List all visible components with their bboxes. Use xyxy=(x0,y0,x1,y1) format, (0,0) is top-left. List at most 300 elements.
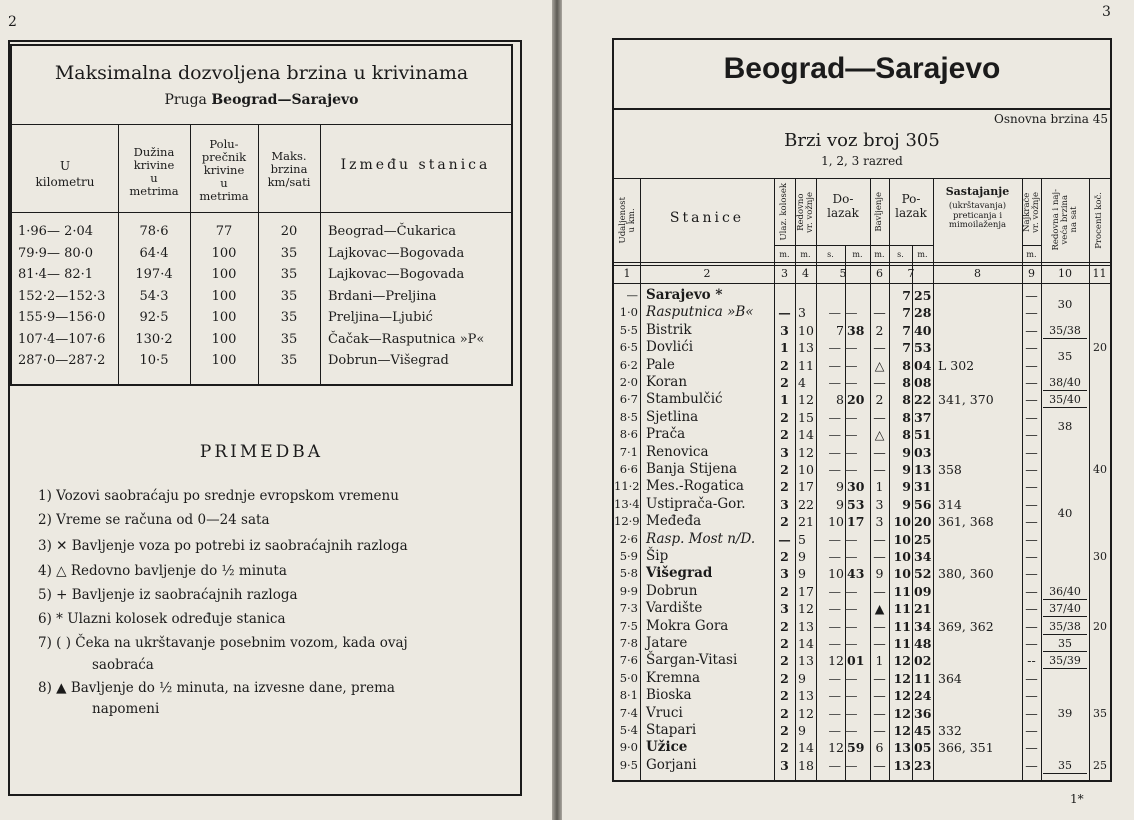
row-distance: 7·6 xyxy=(619,653,638,668)
row-meeting: 358 xyxy=(938,462,962,477)
row-dep-h: 9 xyxy=(902,496,911,512)
row-meeting: 332 xyxy=(938,723,962,738)
row-distance: 7·3 xyxy=(619,601,638,616)
row-dep-m: 36 xyxy=(914,705,932,721)
row-arr-h: 7 xyxy=(836,322,844,338)
note-line: 3) ✕ Bavljenje voza po potrebi iz saobraćajnih razloga xyxy=(38,538,408,554)
row-track: 3 xyxy=(780,757,789,773)
row-run: 10 xyxy=(798,462,814,477)
curve-length: 78·6 xyxy=(139,224,169,239)
row-min-run: — xyxy=(1025,392,1038,408)
header-unit: m. xyxy=(779,250,790,259)
row-station: Dovlići xyxy=(646,339,694,356)
row-stay: 6 xyxy=(875,740,884,756)
row-arr-dash: — — xyxy=(828,340,858,356)
row-distance: 7·8 xyxy=(619,636,638,650)
row-min-run: — xyxy=(1025,636,1038,651)
col-sep-end xyxy=(1110,178,1111,780)
row-track: 2 xyxy=(780,357,789,373)
row-run: 9 xyxy=(798,723,806,738)
row-run: 12 xyxy=(798,705,814,721)
header-distance-box xyxy=(615,180,640,260)
row-arr-dash: — — xyxy=(828,618,858,634)
row-distance: 9·0 xyxy=(619,740,638,755)
row-run: 11 xyxy=(798,357,814,373)
row-stay: — xyxy=(873,705,886,721)
row-dep-m: 28 xyxy=(914,305,932,321)
row-track: 1 xyxy=(780,392,789,408)
row-dep-h: 7 xyxy=(902,322,911,338)
note-line: 5) + Bavljenje iz saobraćajnih razloga xyxy=(38,587,298,603)
row-dep-m: 24 xyxy=(914,688,932,704)
row-min-run: — xyxy=(1025,305,1038,321)
row-arr-m: 01 xyxy=(847,653,865,669)
row-distance: 8·1 xyxy=(619,688,638,703)
header-arrival: Do- lazak xyxy=(827,192,859,220)
row-min-run: — xyxy=(1025,566,1038,582)
row-min-run: — xyxy=(1025,618,1038,634)
row-dep-m: 21 xyxy=(914,601,932,617)
row-meeting: 369, 362 xyxy=(938,618,994,634)
row-meeting: 361, 368 xyxy=(938,514,994,530)
row-arr-m: 17 xyxy=(847,514,865,530)
row-stay: — xyxy=(873,618,886,634)
row-dep-h: 9 xyxy=(902,479,911,495)
row-run: 5 xyxy=(798,531,806,547)
right-page xyxy=(562,0,1134,820)
route-title: Beograd—Sarajevo xyxy=(723,52,1001,85)
row-meeting: 364 xyxy=(938,670,962,686)
row-distance: 8·5 xyxy=(619,409,638,424)
curve-length: 197·4 xyxy=(135,267,173,282)
header-unit: m. xyxy=(874,250,885,259)
row-stay: — xyxy=(873,583,886,599)
row-arr-dash: — — xyxy=(828,375,858,390)
row-station: Gorjani xyxy=(646,756,697,773)
row-station: Bioska xyxy=(646,687,692,704)
note-line: napomeni xyxy=(92,701,160,717)
row-min-run: — xyxy=(1025,757,1038,773)
row-arr-h: 9 xyxy=(836,496,844,512)
row-run: 4 xyxy=(798,375,806,390)
row-dep-m: 08 xyxy=(914,375,932,390)
row-distance: 8·6 xyxy=(619,427,638,442)
row-distance: 9·9 xyxy=(619,583,638,598)
row-arr-dash: — — xyxy=(828,444,858,460)
row-track: 2 xyxy=(780,427,789,443)
curve-km: 107·4—107·6 xyxy=(18,331,106,347)
row-stay: 1 xyxy=(875,653,884,669)
curve-length: 130·2 xyxy=(135,331,173,347)
row-arr-dash: — — xyxy=(828,757,858,773)
train-classes: 1, 2, 3 razred xyxy=(821,154,903,168)
row-distance: 5·0 xyxy=(619,670,638,685)
row-arr-dash: — — xyxy=(828,583,858,599)
row-stay: — xyxy=(873,670,886,686)
curve-radius: 77 xyxy=(215,224,233,239)
row-stay: 9 xyxy=(875,566,884,582)
row-track: 2 xyxy=(780,670,789,686)
row-distance: 11·2 xyxy=(614,479,640,494)
header-col-number: 5 xyxy=(839,267,847,280)
row-run: 12 xyxy=(798,392,814,408)
row-meeting: 380, 360 xyxy=(938,566,994,582)
row-dep-h: 9 xyxy=(902,462,911,477)
row-dep-m: 34 xyxy=(914,549,932,564)
curve-between: Preljina—Ljubić xyxy=(328,310,433,325)
speed-label: 36/40 xyxy=(1043,584,1087,600)
header-col-number: 6 xyxy=(876,267,883,280)
row-dep-m: 51 xyxy=(914,427,932,443)
row-dep-h: 9 xyxy=(902,444,911,460)
row-run: 13 xyxy=(798,618,814,634)
header-distance: Udaljenost u km. xyxy=(617,196,637,244)
row-arr-m: 38 xyxy=(847,322,865,338)
row-dep-m: 22 xyxy=(914,392,932,408)
header-regular-run-box xyxy=(795,180,816,244)
row-track: 2 xyxy=(780,618,789,634)
row-dep-h: 8 xyxy=(902,375,911,390)
row-dep-h: 11 xyxy=(893,601,911,617)
row-distance: 7·1 xyxy=(619,444,638,459)
header-col-number: 7 xyxy=(907,267,915,280)
row-dep-m: 53 xyxy=(914,340,932,356)
row-distance: 5·4 xyxy=(619,723,638,737)
header-stay: Bavljenje xyxy=(874,192,884,232)
row-distance: 7·5 xyxy=(619,618,638,633)
curves-title: Maksimalna dozvoljena brzina u krivinama xyxy=(54,62,469,84)
header-col-number: 2 xyxy=(703,267,711,280)
row-stay: — xyxy=(873,757,886,773)
row-dep-h: 7 xyxy=(902,305,911,321)
row-arr-dash: — — xyxy=(828,305,858,321)
row-run: 13 xyxy=(798,340,814,356)
curve-between: Brdani—Preljina xyxy=(328,288,437,304)
row-dep-m: 40 xyxy=(914,322,932,338)
row-stay: 3 xyxy=(875,514,884,530)
row-min-run: — xyxy=(1025,531,1038,547)
row-dep-h: 11 xyxy=(893,618,911,634)
row-distance: 13·4 xyxy=(614,496,640,511)
row-station: Vruci xyxy=(646,704,683,721)
left-outer-frame xyxy=(8,40,522,796)
row-station: Banja Stijena xyxy=(646,461,738,477)
row-station: Prača xyxy=(646,426,686,443)
row-dep-h: 13 xyxy=(893,740,911,756)
row-run: 13 xyxy=(798,653,814,669)
row-dep-m: 52 xyxy=(914,566,932,582)
row-dep-m: 37 xyxy=(914,409,932,425)
header-col-number: 9 xyxy=(1028,267,1035,280)
curve-between: Čačak—Rasputnica »P« xyxy=(328,331,485,347)
row-arr-dash: — — xyxy=(828,531,858,547)
row-distance: 9·5 xyxy=(619,757,638,772)
row-dep-h: 12 xyxy=(893,670,911,686)
header-entry-track-box xyxy=(774,180,795,244)
row-dep-m: 48 xyxy=(914,636,932,651)
header-grade-box xyxy=(1089,180,1110,260)
curve-length: 64·4 xyxy=(139,245,169,261)
row-track: 2 xyxy=(780,375,789,390)
header-max-run-box xyxy=(1022,180,1041,244)
subtitle-prefix: Pruga xyxy=(164,92,207,108)
row-dep-m: 09 xyxy=(914,583,932,599)
row-track: — xyxy=(778,305,791,321)
row-dep-m: 02 xyxy=(914,653,932,669)
row-run: 9 xyxy=(798,566,806,582)
speed-label: 40 xyxy=(1057,505,1073,520)
row-track: 3 xyxy=(780,601,789,617)
row-arr-m: 59 xyxy=(847,740,865,756)
speed-label: 35/39 xyxy=(1043,653,1087,669)
row-stay: △ xyxy=(874,357,885,373)
row-track: 2 xyxy=(780,583,789,599)
row-dep-m: 31 xyxy=(914,479,932,495)
dep-sub-rule xyxy=(889,245,933,246)
curve-radius: 100 xyxy=(211,310,237,325)
curve-length: 10·5 xyxy=(139,353,169,368)
row-dep-h: 12 xyxy=(893,705,911,721)
curve-km: 81·4— 82·1 xyxy=(18,267,94,282)
row-track: 2 xyxy=(780,479,789,495)
unit-rule-b xyxy=(870,245,889,246)
col-sep-dep-sub xyxy=(912,245,913,780)
header-speed: Maks. brzina km/sati xyxy=(267,149,311,189)
row-station: Sjetlina xyxy=(646,408,699,425)
row-arr-dash: — — xyxy=(828,688,858,704)
row-dep-h: 10 xyxy=(893,514,911,530)
curve-radius: 100 xyxy=(211,331,237,347)
row-arr-h: 8 xyxy=(836,392,844,408)
row-stay: — xyxy=(873,723,886,738)
row-min-run: — xyxy=(1025,601,1038,617)
curve-radius: 100 xyxy=(211,245,237,261)
row-stay: △ xyxy=(874,427,885,443)
header-length: Dužina krivine u metrima xyxy=(129,145,179,198)
grade-label: 40 xyxy=(1093,463,1107,476)
speed-label: 37/40 xyxy=(1043,601,1087,617)
row-dep-h: 12 xyxy=(893,653,911,669)
row-stay: — xyxy=(873,531,886,547)
row-dep-h: 13 xyxy=(893,757,911,773)
row-arr-dash: — — xyxy=(828,462,858,477)
row-run: 9 xyxy=(798,670,806,686)
row-station: Mes.-Rogatica xyxy=(646,478,744,495)
row-arr-dash: — — xyxy=(828,636,858,651)
row-run: 22 xyxy=(798,496,814,512)
row-dep-h: 10 xyxy=(893,549,911,564)
curve-speed: 35 xyxy=(280,353,298,368)
row-arr-dash: — — xyxy=(828,409,858,425)
row-station: Jatare xyxy=(646,635,688,651)
row-dep-h: 11 xyxy=(893,583,911,599)
header-rule-3 xyxy=(614,283,1110,284)
row-dep-m: 11 xyxy=(914,670,932,686)
row-dep-h: 8 xyxy=(902,409,911,425)
row-distance: 5·5 xyxy=(619,322,638,337)
note-line: 8) ▲ Bavljenje do ½ minuta, na izvesne dane, prema xyxy=(38,680,395,696)
row-track: 2 xyxy=(780,549,789,564)
curve-radius: 100 xyxy=(211,288,237,304)
row-stay: — xyxy=(873,636,886,651)
row-run: 3 xyxy=(798,305,806,321)
row-run: 14 xyxy=(798,740,814,756)
header-unit: m. xyxy=(1026,250,1037,259)
row-track: 2 xyxy=(780,409,789,425)
curve-between: Beograd—Čukarica xyxy=(328,224,457,239)
row-stay: 2 xyxy=(875,392,884,408)
curve-radius: 100 xyxy=(211,267,237,282)
curve-length: 54·3 xyxy=(139,288,169,304)
row-track: 2 xyxy=(780,514,789,530)
row-meeting: 366, 351 xyxy=(938,740,994,756)
curve-speed: 35 xyxy=(280,310,298,325)
row-min-run: — xyxy=(1025,375,1038,390)
row-dep-m: 13 xyxy=(914,462,932,477)
notes-title: PRIMEDBA xyxy=(199,442,324,462)
row-min-run: — xyxy=(1025,514,1038,530)
row-track: 2 xyxy=(780,740,789,756)
page-number-left: 2 xyxy=(8,14,17,30)
row-track: — xyxy=(778,531,791,547)
row-min-run: — xyxy=(1025,496,1038,512)
header-col-number: 1 xyxy=(623,267,631,280)
header-col-number: 4 xyxy=(802,267,809,280)
row-arr-dash: — — xyxy=(828,549,858,564)
row-station: Bistrik xyxy=(646,321,692,338)
row-arr-m: 20 xyxy=(847,392,865,408)
curve-between: Lajkovac—Bogovada xyxy=(328,245,465,261)
row-station: Ustiprača-Gor. xyxy=(646,495,746,512)
row-dep-h: 8 xyxy=(902,357,911,373)
row-arr-dash: — — xyxy=(828,705,858,721)
header-regular-run: Redovno vr. vožnje xyxy=(795,191,815,233)
row-arr-dash: — — xyxy=(828,723,858,738)
page-number-right: 3 xyxy=(1102,4,1111,20)
row-dep-h: 10 xyxy=(893,566,911,582)
row-station: Mokra Gora xyxy=(646,617,729,634)
row-track: 3 xyxy=(780,322,789,338)
row-track: 3 xyxy=(780,566,789,582)
curve-km: 152·2—152·3 xyxy=(18,288,106,304)
row-meeting: 341, 370 xyxy=(938,392,994,408)
row-run: 13 xyxy=(798,688,814,704)
row-stay: — xyxy=(873,305,886,321)
header-rule-2 xyxy=(614,265,1110,266)
base-speed: Osnovna brzina 45 xyxy=(994,112,1108,126)
row-arr-m: 30 xyxy=(847,479,865,495)
header-col-number: 11 xyxy=(1092,267,1107,280)
row-run: 18 xyxy=(798,757,814,773)
row-dep-m: 20 xyxy=(914,514,932,530)
row-station: Stapari xyxy=(646,722,697,738)
row-arr-h: 12 xyxy=(828,740,844,756)
row-dep-m: 04 xyxy=(914,357,932,373)
speed-label: 35 xyxy=(1043,636,1087,652)
curve-radius: 100 xyxy=(211,353,237,368)
header-col-number: 8 xyxy=(974,267,981,280)
row-station: Renovica xyxy=(646,443,709,460)
row-distance: 1·0 xyxy=(619,305,638,320)
book-spine xyxy=(552,0,562,820)
row-dep-m: 45 xyxy=(914,723,932,738)
row-station: Dobrun xyxy=(646,582,698,599)
row-dep-m: 56 xyxy=(914,496,932,512)
row-dep-h: 7 xyxy=(902,288,911,303)
row-station: Kremna xyxy=(646,669,701,686)
row-min-run: — xyxy=(1025,322,1038,338)
row-min-run: — xyxy=(1025,583,1038,599)
speed-label: 38 xyxy=(1057,418,1073,433)
header-unit: s. xyxy=(827,250,834,259)
curve-length: 92·5 xyxy=(139,310,169,325)
row-min-run: — xyxy=(1025,462,1038,477)
row-track: 3 xyxy=(780,444,789,460)
grade-label: 20 xyxy=(1093,619,1107,633)
header-reg-speed-box xyxy=(1041,180,1089,260)
header-entry-track: Ulaz. kolosek xyxy=(779,183,789,241)
header-meeting-sub: (ukrštavanja) preticanja i mimoilaženja xyxy=(948,201,1007,230)
row-station: Užice xyxy=(646,739,688,756)
header-unit: m. xyxy=(800,250,811,259)
speed-label: 35 xyxy=(1057,348,1073,363)
row-track: 2 xyxy=(780,723,789,738)
header-unit: m. xyxy=(852,250,863,259)
row-dep-m: 34 xyxy=(914,618,932,634)
curve-km: 155·9—156·0 xyxy=(18,310,106,325)
speed-label: 35/38 xyxy=(1043,323,1087,339)
row-stay: 1 xyxy=(875,479,884,495)
row-run: 17 xyxy=(798,479,814,495)
row-min-run: -- xyxy=(1027,653,1036,669)
grade-label: 20 xyxy=(1093,341,1107,355)
row-station: Šargan-Vitasi xyxy=(646,652,738,669)
row-dep-m: 25 xyxy=(914,288,932,303)
row-dep-m: 03 xyxy=(914,444,932,460)
row-run: 12 xyxy=(798,444,814,460)
row-stay: — xyxy=(873,444,886,460)
row-min-run: — xyxy=(1025,670,1038,686)
curve-km: 79·9— 80·0 xyxy=(18,245,94,261)
row-min-run: — xyxy=(1025,444,1038,460)
row-station: Stambulčić xyxy=(646,391,723,408)
row-track: 2 xyxy=(780,705,789,721)
row-min-run: — xyxy=(1025,549,1038,564)
curve-between: Dobrun—Višegrad xyxy=(328,353,449,368)
row-dep-h: 8 xyxy=(902,427,911,443)
row-distance: 5·9 xyxy=(619,549,638,563)
curve-km: 287·0—287·2 xyxy=(18,353,106,368)
row-arr-h: 12 xyxy=(828,653,844,669)
row-track: 1 xyxy=(780,340,789,356)
note-line: 7) ( ) Čeka na ukrštavanje posebnim vozom, kada ovaj xyxy=(38,635,408,651)
speed-label: 35 xyxy=(1043,758,1087,774)
speed-label: 35/40 xyxy=(1043,392,1087,408)
row-dep-h: 11 xyxy=(893,636,911,651)
row-stay: — xyxy=(873,688,886,704)
subtitle-route: Beograd—Sarajevo xyxy=(211,92,359,108)
row-dep-h: 12 xyxy=(893,688,911,704)
row-distance: 7·4 xyxy=(619,705,638,720)
row-stay: — xyxy=(873,409,886,425)
curve-speed: 35 xyxy=(280,288,298,304)
row-dep-h: 10 xyxy=(893,531,911,547)
row-dep-h: 12 xyxy=(893,723,911,738)
curve-speed: 35 xyxy=(280,245,298,261)
row-track: 2 xyxy=(780,653,789,669)
header-col-number: 10 xyxy=(1058,267,1072,280)
row-distance: 6·5 xyxy=(619,340,638,355)
